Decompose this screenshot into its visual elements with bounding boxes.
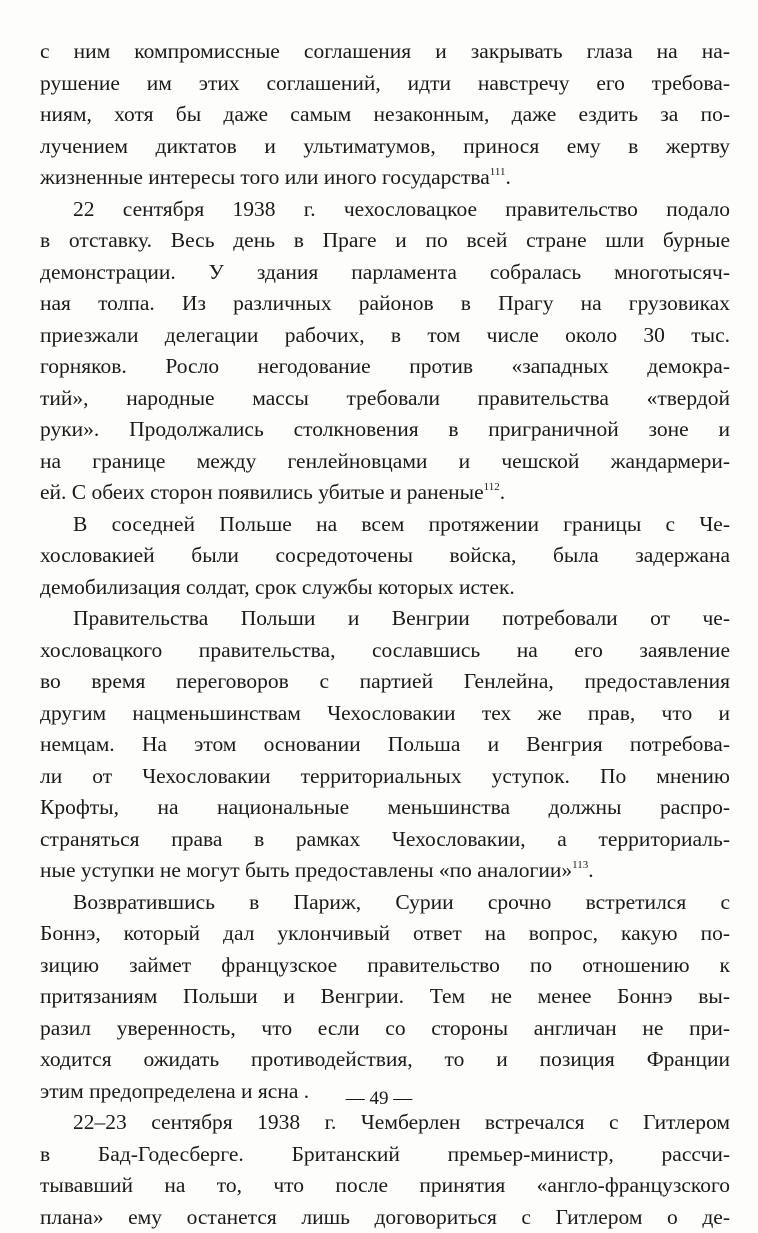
text-line: тий», народные массы требовали правительства «твердой [40, 383, 730, 415]
text-line: с ним компромиссные соглашения и закрывать глаза на на- [40, 36, 730, 68]
text-line: немцам. На этом основании Польша и Венгрия потребова- [40, 729, 730, 761]
text-line: в Бад-Годесберге. Британский премьер-министр, рассчи- [40, 1139, 730, 1171]
text-line: во время переговоров с партией Генлейна, предоставления [40, 666, 730, 698]
text-line: жизненные интересы того или иного государства$^{111}$. [40, 162, 730, 194]
text-line: хословацкого правительства, сославшись на его заявление [40, 635, 730, 667]
footnote-marker: 113 [572, 859, 588, 871]
text-line: горняков. Росло негодование против «западных демокра- [40, 351, 730, 383]
text-line: демонстрации. У здания парламента собралась многотысяч- [40, 257, 730, 289]
text-line: страняться права в рамках Чехословакии, а территориаль- [40, 824, 730, 856]
text-line: ные уступки не могут быть предоставлены «по аналогии»$^{113}$. [40, 855, 730, 887]
text-line: этим предопределена и ясна . [40, 1076, 730, 1108]
text-line: 22 сентября 1938 г. чехословацкое правительство подало [40, 194, 730, 226]
text-line: притязаниям Польши и Венгрии. Тем не менее Боннэ вы- [40, 981, 730, 1013]
text-line: зицию займет французское правительство по отношению к [40, 950, 730, 982]
text-line: В соседней Польше на всем протяжении границы с Че- [40, 509, 730, 541]
text-line: ная толпа. Из различных районов в Прагу на грузовиках [40, 288, 730, 320]
body-text [40, 36, 730, 1233]
text-line: Боннэ, который дал уклончивый ответ на вопрос, какую по- [40, 918, 730, 950]
footnote-marker: 112 [484, 481, 500, 493]
text-line: разил уверенность, что если со стороны англичан не при- [40, 1013, 730, 1045]
text-line: руки». Продолжались столкновения в приграничной зоне и [40, 414, 730, 446]
text-line: 22–23 сентября 1938 г. Чемберлен встречался с Гитлером [40, 1107, 730, 1139]
text-line: ли от Чехословакии территориальных уступок. По мнению [40, 761, 730, 793]
text-line: ходится ожидать противодействия, то и позиция Франции [40, 1044, 730, 1076]
text-line: хословакией были сосредоточены войска, была задержана [40, 540, 730, 572]
text-line: лучением диктатов и ультиматумов, принося ему в жертву [40, 131, 730, 163]
text-line: ниям, хотя бы даже самым незаконным, даже ездить за по- [40, 99, 730, 131]
text-line: демобилизация солдат, срок службы которых истек. [40, 572, 730, 604]
text-line: другим нацменьшинствам Чехословакии тех же прав, что и [40, 698, 730, 730]
text-line: Крофты, на национальные меньшинства должны распро- [40, 792, 730, 824]
text-line: ей. С обеих сторон появились убитые и раненые$^{112}$. [40, 477, 730, 509]
page-number: — 49 — [0, 1088, 758, 1110]
text-line: рушение им этих соглашений, идти навстречу его требова- [40, 68, 730, 100]
text-line: Правительства Польши и Венгрии потребовали от че- [40, 603, 730, 635]
text-line: на границе между генлейновцами и чешской жандармери- [40, 446, 730, 478]
text-line: Возвратившись в Париж, Сурии срочно встретился с [40, 887, 730, 919]
footnote-marker: 111 [490, 166, 506, 178]
text-line: в отставку. Весь день в Праге и по всей стране шли бурные [40, 225, 730, 257]
text-line: тывавший на то, что после принятия «англо-французского [40, 1170, 730, 1202]
text-line: приезжали делегации рабочих, в том числе около 30 тыс. [40, 320, 730, 352]
text-line: плана» ему останется лишь договориться с Гитлером о де- [40, 1202, 730, 1233]
